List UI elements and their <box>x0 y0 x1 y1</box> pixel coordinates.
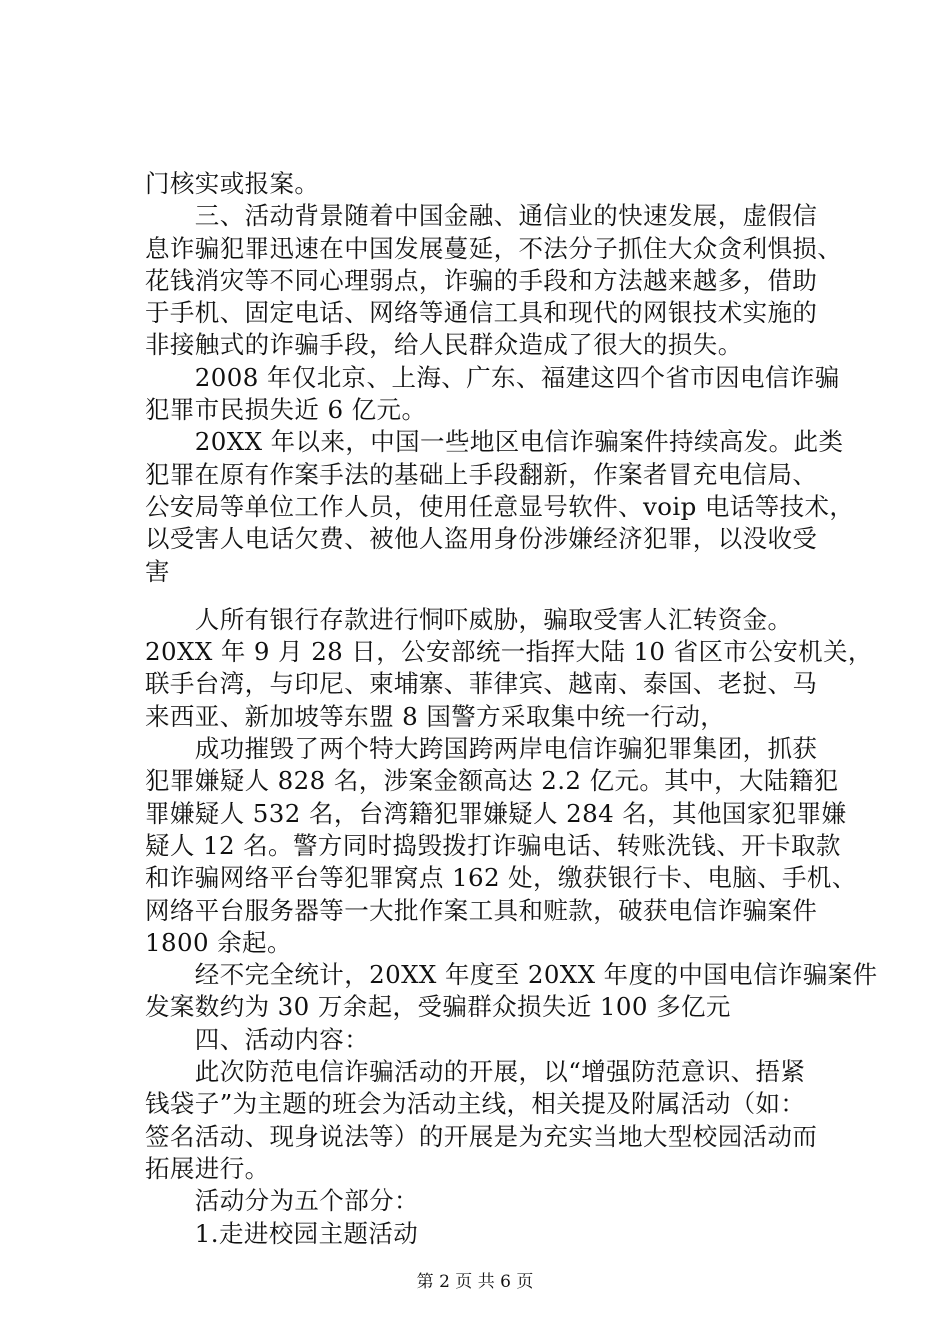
text-line: 花钱消灾等不同心理弱点，诈骗的手段和方法越来越多，借助 <box>145 265 818 295</box>
text-line: 公安局等单位工作人员，使用任意显号软件、voip 电话等技术， <box>145 491 855 521</box>
text-line: 网络平台服务器等一大批作案工具和赃款，破获电信诈骗案件 <box>145 895 818 925</box>
text-line: 钱袋子”为主题的班会为活动主线，相关提及附属活动（如： <box>145 1089 806 1119</box>
text-line: 拓展进行。 <box>145 1153 270 1183</box>
text-line: 此次防范电信诈骗活动的开展，以“增强防范意识、捂紧 <box>145 1057 806 1087</box>
text-line: 害 <box>145 556 170 586</box>
text-line: 经不完全统计，20XX 年度至 20XX 年度的中国电信诈骗案件 <box>145 960 878 990</box>
text-line: 犯罪在原有作案手法的基础上手段翻新，作案者冒充电信局、 <box>145 459 818 489</box>
text-line: 人所有银行存款进行恫吓威胁，骗取受害人汇转资金。 <box>145 604 793 634</box>
text-line: 犯罪市民损失近 6 亿元。 <box>145 395 427 425</box>
page-number: 第 2 页 共 6 页 <box>416 1272 534 1292</box>
text-line: 于手机、固定电话、网络等通信工具和现代的网银技术实施的 <box>145 298 818 328</box>
text-line: 2008 年仅北京、上海、广东、福建这四个省市因电信诈骗 <box>145 362 840 392</box>
text-line: 疑人 12 名。警方同时捣毁拨打诈骗电话、转账洗钱、开卡取款 <box>145 830 841 860</box>
text-line: 1.走进校园主题活动 <box>145 1218 419 1248</box>
text-line: 1800 余起。 <box>145 927 292 957</box>
text-line: 息诈骗犯罪迅速在中国发展蔓延，不法分子抓住大众贪利惧损、 <box>145 233 843 263</box>
text-line: 发案数约为 30 万余起，受骗群众损失近 100 多亿元 <box>145 992 731 1022</box>
body-text <box>145 168 878 1250</box>
text-line: 三、活动背景随着中国金融、通信业的快速发展，虚假信 <box>145 201 818 231</box>
text-line: 非接触式的诈骗手段，给人民群众造成了很大的损失。 <box>145 330 743 360</box>
text-line: 犯罪嫌疑人 828 名，涉案金额高达 2.2 亿元。其中，大陆籍犯 <box>145 766 839 796</box>
text-line: 成功摧毁了两个特大跨国跨两岸电信诈骗犯罪集团，抓获 <box>145 734 818 764</box>
text-line: 20XX 年 9 月 28 日，公安部统一指挥大陆 10 省区市公安机关， <box>145 637 873 667</box>
text-line: 以受害人电话欠费、被他人盗用身份涉嫌经济犯罪，以没收受 <box>145 524 818 554</box>
page-footer <box>0 1271 950 1293</box>
text-line: 和诈骗网络平台等犯罪窝点 162 处，缴获银行卡、电脑、手机、 <box>145 863 857 893</box>
text-line: 四、活动内容： <box>145 1024 370 1054</box>
text-line: 签名活动、现身说法等）的开展是为充实当地大型校园活动而 <box>145 1121 818 1151</box>
text-line: 20XX 年以来，中国一些地区电信诈骗案件持续高发。此类 <box>145 427 844 457</box>
text-line: 门核实或报案。 <box>145 169 320 198</box>
text-line: 罪嫌疑人 532 名，台湾籍犯罪嫌疑人 284 名，其他国家犯罪嫌 <box>145 798 847 828</box>
text-line: 联手台湾，与印尼、柬埔寨、菲律宾、越南、泰国、老挝、马 <box>145 669 818 699</box>
text-line: 来西亚、新加坡等东盟 8 国警方采取集中统一行动， <box>145 701 726 731</box>
text-line: 活动分为五个部分： <box>145 1186 419 1216</box>
paragraph-gap <box>145 588 845 604</box>
